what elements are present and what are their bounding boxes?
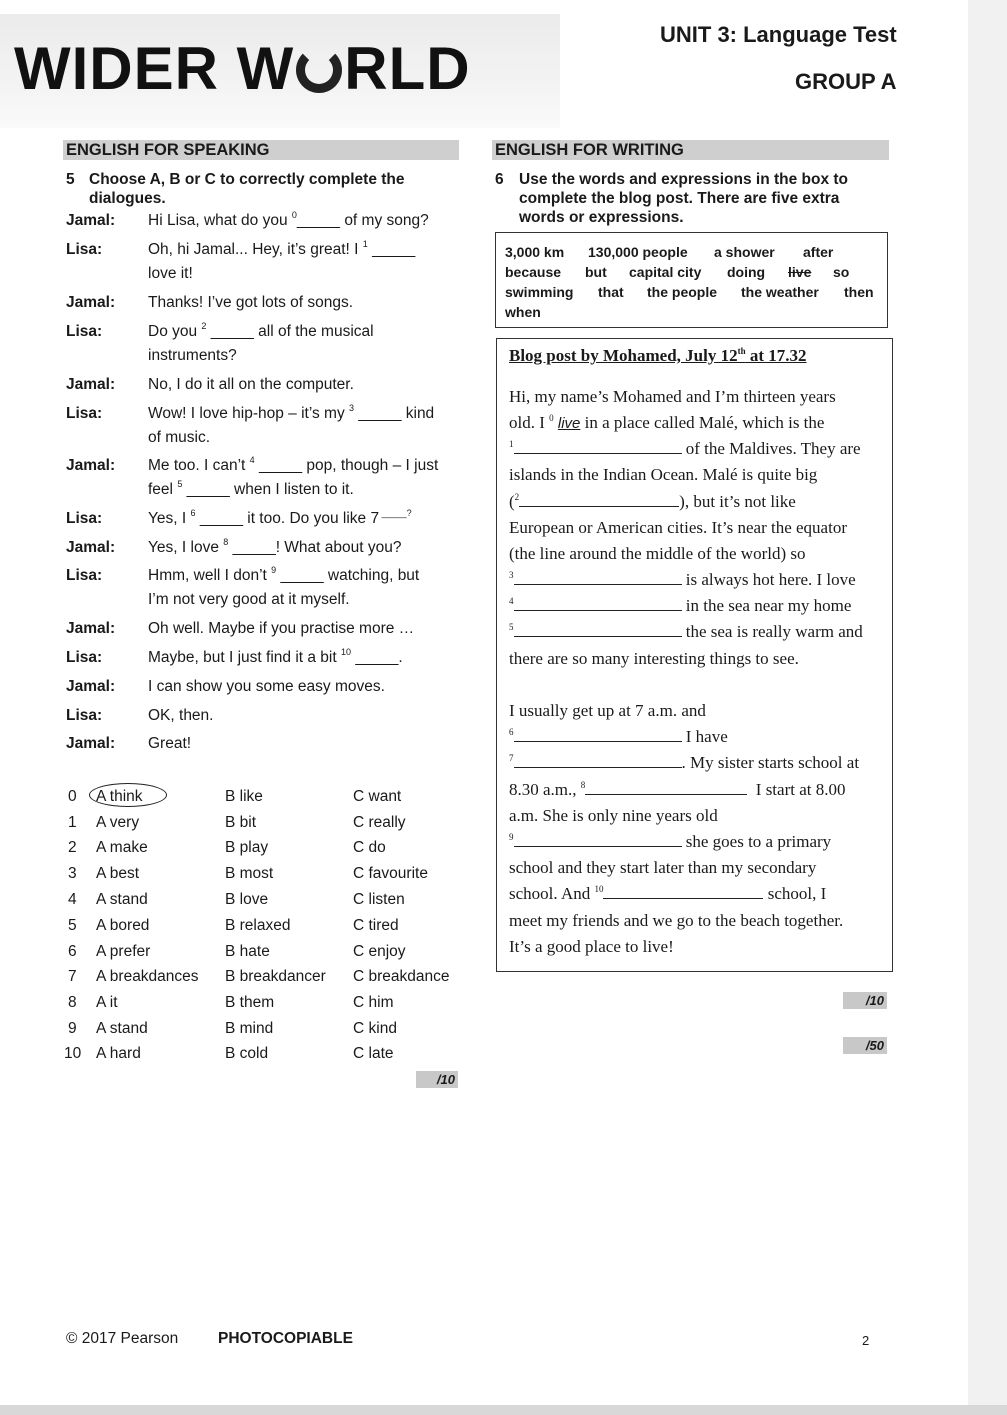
option-c[interactable]: C breakdance: [353, 968, 450, 985]
dialogue-line: Oh well. Maybe if you practise more …: [148, 620, 415, 637]
word-item: capital city: [629, 264, 702, 280]
option-c[interactable]: C favourite: [353, 865, 428, 882]
blank-2[interactable]: [519, 492, 679, 507]
dialogue-line: Do you $^2$ _____ all of the musical: [148, 321, 374, 340]
blog-line: there are so many interesting things to see.: [509, 649, 799, 668]
word-box: [495, 232, 888, 328]
blank-9[interactable]: [514, 832, 682, 847]
wider-world-logo: [14, 34, 471, 104]
dialogue-speaker: Jamal:: [66, 620, 116, 637]
option-a[interactable]: A it: [96, 994, 118, 1011]
word-item: 130,000 people: [588, 244, 688, 260]
option-b[interactable]: B play: [225, 839, 269, 856]
option-a[interactable]: A very: [96, 814, 140, 831]
dialogue-line: instruments?: [148, 347, 237, 364]
option-a[interactable]: A bored: [96, 917, 150, 934]
option-b[interactable]: B bit: [225, 814, 257, 831]
dialogue-line: Hi Lisa, what do you $^0$_____ of my song?: [148, 210, 429, 229]
option-c[interactable]: C really: [353, 814, 406, 831]
dialogue-speaker: Lisa:: [66, 707, 103, 724]
word-item: swimming: [505, 284, 574, 300]
blog-title: Blog post by Mohamed, July 12th at 17.32: [509, 346, 807, 365]
option-number: 6: [68, 943, 77, 960]
blog-line: ($^2$ ), but it’s not like: [509, 492, 796, 511]
blank-7[interactable]: [514, 753, 682, 768]
blog-line: (the line around the middle of the world) so: [509, 544, 806, 563]
dialogue-speaker: Lisa:: [66, 323, 103, 340]
option-b[interactable]: B cold: [225, 1045, 269, 1062]
dialogue-line: Oh, hi Jamal... Hey, it’s great! I $^1$ _____: [148, 239, 416, 258]
dialogue-line: feel $^5$ _____ when I listen to it.: [148, 479, 354, 498]
dialogue-speaker: Jamal:: [66, 539, 116, 556]
copyright: © 2017 Pearson: [66, 1330, 179, 1347]
blog-line: school. And $^{10}$ school, I: [509, 884, 827, 903]
blank-6[interactable]: [514, 727, 682, 742]
word-item: because: [505, 264, 562, 280]
blog-line: $^7$ . My sister starts school at: [509, 753, 860, 772]
blog-line: $^9$ she goes to a primary: [509, 832, 832, 851]
blog-line: $^1$ of the Maldives. They are: [509, 439, 861, 458]
blank-8[interactable]: [585, 780, 747, 795]
gap-number: 3: [349, 403, 355, 413]
blog-line: $^6$ I have: [509, 727, 728, 746]
background-bottom: [0, 1405, 1007, 1415]
dialogue-speaker: Lisa:: [66, 649, 103, 666]
speaking-instruction-line2: dialogues.: [89, 190, 166, 207]
dialogue-line: Great!: [148, 735, 192, 752]
option-b[interactable]: B like: [225, 788, 263, 805]
gap-number: 4: [249, 455, 255, 465]
blog-line: $^4$ in the sea near my home: [509, 596, 852, 615]
blog-line: school and they start later than my secondary: [509, 858, 817, 877]
word-item: so: [833, 264, 850, 280]
writing-instruction-line2: complete the blog post. There are five extra: [519, 190, 840, 207]
dialogue-speaker: Jamal:: [66, 457, 116, 474]
dialogue-line: love it!: [148, 265, 193, 282]
blog-line: a.m. She is only nine years old: [509, 806, 718, 825]
word-item: the weather: [741, 284, 819, 300]
gap-number: 10: [341, 647, 352, 657]
blog-line: islands in the Indian Ocean. Malé is quite big: [509, 465, 818, 484]
dialogue-line: Yes, I love $^8$ _____! What about you?: [148, 537, 402, 556]
dialogue-speaker: Jamal:: [66, 212, 116, 229]
gap-number: 0: [291, 210, 297, 220]
word-item: after: [803, 244, 834, 260]
option-b[interactable]: B them: [225, 994, 275, 1011]
gap-number: 1: [362, 239, 368, 249]
speaking-instruction-line1: Choose A, B or C to correctly complete the: [89, 171, 405, 188]
option-number: 4: [68, 891, 77, 908]
dialogue-speaker: Lisa:: [66, 241, 103, 258]
option-a[interactable]: A stand: [96, 1020, 148, 1037]
option-c[interactable]: C do: [353, 839, 386, 856]
option-a[interactable]: A think: [96, 788, 143, 805]
total-score: /50: [843, 1037, 887, 1054]
option-number: 2: [68, 839, 77, 856]
photocopiable-label: PHOTOCOPIABLE: [218, 1330, 353, 1347]
option-a[interactable]: A stand: [96, 891, 148, 908]
option-number: 1: [68, 814, 77, 831]
blog-line: old. I $^0$ live in a place called Malé, which is the: [509, 413, 825, 432]
option-b[interactable]: B relaxed: [225, 917, 291, 934]
option-c[interactable]: C listen: [353, 891, 405, 908]
option-a[interactable]: A breakdances: [96, 968, 199, 985]
option-a[interactable]: A make: [96, 839, 148, 856]
option-number: 9: [68, 1020, 77, 1037]
option-c[interactable]: C kind: [353, 1020, 397, 1037]
option-number: 3: [68, 865, 77, 882]
option-b[interactable]: B love: [225, 891, 269, 908]
word-item: a shower: [714, 244, 775, 260]
dialogue-line: Maybe, but I just find it a bit $^{10}$ _____.: [148, 647, 403, 666]
writing-instruction-number: 6: [495, 171, 504, 188]
word-item: when: [505, 304, 541, 320]
blog-line: meet my friends and we go to the beach together.: [509, 911, 844, 930]
blank-10[interactable]: [603, 884, 763, 899]
unit-title: UNIT 3: Language Test: [660, 22, 897, 47]
page-number: 2: [862, 1333, 870, 1348]
dialogue-line: Thanks! I’ve got lots of songs.: [148, 294, 354, 311]
dialogue-line: of music.: [148, 429, 211, 446]
blank-1[interactable]: [514, 439, 682, 454]
word-item: the people: [647, 284, 718, 300]
word-item-crossed: live: [788, 264, 812, 280]
gap-number: 9: [271, 565, 277, 575]
option-a[interactable]: A best: [96, 865, 140, 882]
logo-o-ring-icon: [296, 47, 342, 93]
dialogue-line: Yes, I $^6$ _____ it too. Do you like 7 _____?: [148, 508, 412, 527]
blog-line: European or American cities. It’s near the equator: [509, 518, 847, 537]
word-item: doing: [727, 264, 766, 280]
blank-3[interactable]: [514, 570, 682, 585]
group-label: GROUP A: [795, 69, 897, 94]
option-c[interactable]: C want: [353, 788, 402, 805]
dialogue-speaker: Jamal:: [66, 678, 116, 695]
writing-instruction-line1: Use the words and expressions in the box to: [519, 171, 849, 188]
option-number: 0: [68, 788, 77, 805]
blog-line: 8.30 a.m., $^8$ I start at 8.00: [509, 780, 846, 799]
blog-line: I usually get up at 7 a.m. and: [509, 701, 706, 720]
option-a[interactable]: A hard: [96, 1045, 141, 1062]
blog-line: It’s a good place to live!: [509, 937, 674, 956]
option-c[interactable]: C him: [353, 994, 394, 1011]
gap-number: 2: [201, 321, 207, 331]
logo-text-left: WIDER W: [14, 35, 295, 102]
dialogue-speaker: Jamal:: [66, 376, 116, 393]
blog-post-box: [496, 338, 893, 972]
gap-number: 8: [223, 537, 229, 547]
background-margin: [968, 0, 1007, 1415]
gap-number: _____?: [379, 508, 412, 518]
word-item: 3,000 km: [505, 244, 565, 260]
option-a[interactable]: A prefer: [96, 943, 151, 960]
logo-text-right: RLD: [344, 35, 471, 102]
blog-line: Hi, my name’s Mohamed and I’m thirteen years: [509, 387, 836, 406]
dialogue-speaker: Lisa:: [66, 510, 103, 527]
speaking-section-title: ENGLISH FOR SPEAKING: [63, 140, 459, 160]
word-item: then: [844, 284, 874, 300]
blank-4[interactable]: [514, 596, 682, 611]
option-number: 10: [64, 1045, 82, 1062]
option-b[interactable]: B hate: [225, 943, 270, 960]
option-c[interactable]: C late: [353, 1045, 394, 1062]
option-b[interactable]: B most: [225, 865, 274, 882]
dialogue-speaker: Lisa:: [66, 567, 103, 584]
option-b[interactable]: B breakdancer: [225, 968, 326, 985]
writing-score: /10: [843, 992, 887, 1009]
option-number: 8: [68, 994, 77, 1011]
dialogue-speaker: Jamal:: [66, 294, 116, 311]
speaking-instruction-number: 5: [66, 171, 75, 188]
dialogue-speaker: Lisa:: [66, 405, 103, 422]
dialogue-line: I can show you some easy moves.: [148, 678, 385, 695]
dialogue-line: Hmm, well I don’t $^9$ _____ watching, but: [148, 565, 420, 584]
dialogue-line: Me too. I can’t $^4$ _____ pop, though – I just: [148, 455, 439, 474]
gap-number: 6: [190, 508, 196, 518]
option-c[interactable]: C tired: [353, 917, 399, 934]
option-c[interactable]: C enjoy: [353, 943, 406, 960]
dialogue-line: I’m not very good at it myself.: [148, 591, 350, 608]
word-item: that: [598, 284, 624, 300]
blog-line: $^5$ the sea is really warm and: [509, 622, 863, 641]
word-item: but: [585, 264, 607, 280]
option-number: 7: [68, 968, 77, 985]
option-b[interactable]: B mind: [225, 1020, 274, 1037]
option-number: 5: [68, 917, 77, 934]
dialogue-line: OK, then.: [148, 707, 214, 724]
gap-number: 5: [177, 479, 183, 489]
dialogue-speaker: Jamal:: [66, 735, 116, 752]
speaking-score: /10: [416, 1071, 458, 1088]
blog-line: $^3$ is always hot here. I love: [509, 570, 856, 589]
dialogue-line: Wow! I love hip-hop – it’s my $^3$ _____ kind: [148, 403, 435, 422]
writing-instruction-line3: words or expressions.: [519, 209, 684, 226]
dialogue-line: No, I do it all on the computer.: [148, 376, 354, 393]
writing-section-title: ENGLISH FOR WRITING: [492, 140, 889, 160]
blank-5[interactable]: [514, 622, 682, 637]
